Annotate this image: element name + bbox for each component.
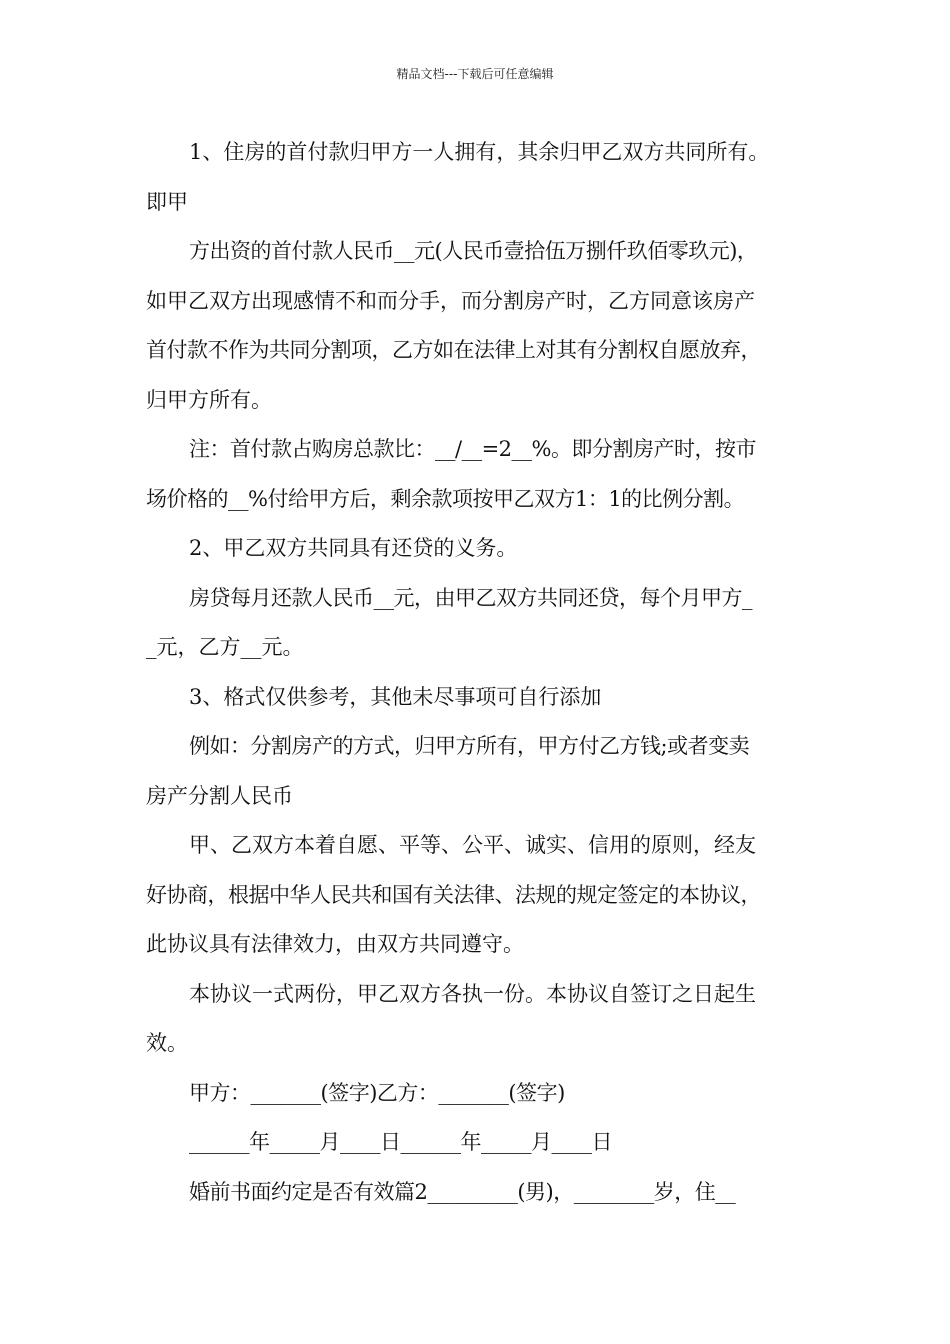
paragraph-line: 房产分割人民币 [146,783,293,808]
paragraph-line: 房贷每月还款人民币__元，由甲乙双方共同还贷，每个月甲方_ [189,585,752,610]
signature-line: 甲方：_______(签字)乙方：_______(签字) [189,1080,565,1105]
paragraph-line: 效。 [146,1031,188,1055]
paragraph-line: 归甲方所有。 [146,387,272,412]
paragraph-line: 场价格的__%付给甲方后，剩余款项按甲乙双方1：1的比例分割。 [146,486,745,511]
paragraph-line: 好协商，根据中华人民共和国有关法律、法规的规定签定的本协议， [146,882,761,907]
paragraph-line: 本协议一式两份，甲乙双方各执一份。本协议自签订之日起生 [189,981,756,1006]
paragraph-line: 例如：分割房产的方式，归甲方所有，甲方付乙方钱;或者变卖 [189,734,750,758]
paragraph-line: 3、格式仅供参考，其他未尽事项可自行添加 [189,684,602,709]
paragraph-line: 注：首付款占购房总款比：__/__=2__%。即分割房产时，按市 [189,437,756,461]
paragraph-line: 婚前书面约定是否有效篇2_________(男)，________岁，住__ [189,1179,736,1204]
paragraph-line: 此协议具有法律效力，由双方共同遵守。 [146,932,524,956]
date-line: ______年_____月____日______年_____月____日 [189,1130,612,1154]
paragraph-line: 1、住房的首付款归甲方一人拥有，其余归甲乙双方共同所有。 [189,140,770,164]
paragraph-line: 首付款不作为共同分割项，乙方如在法律上对其有分割权自愿放弃， [146,338,761,362]
page-header: 精品文档---下载后可任意编辑 [396,67,554,81]
paragraph-line: 2、甲乙双方共同具有还贷的义务。 [189,536,518,560]
paragraph-line: 甲、乙双方本着自愿、平等、公平、诚实、信用的原则，经友 [189,833,756,857]
paragraph-line: 如甲乙双方出现感情不和而分手，而分割房产时，乙方同意该房产 [146,288,755,313]
paragraph-line: 即甲 [146,189,188,214]
paragraph-line: 方出资的首付款人民币__元(人民币壹拾伍万捌仟玖佰零玖元)， [189,239,758,263]
document-body [146,128,836,1217]
paragraph-line: _元，乙方__元。 [146,635,304,659]
